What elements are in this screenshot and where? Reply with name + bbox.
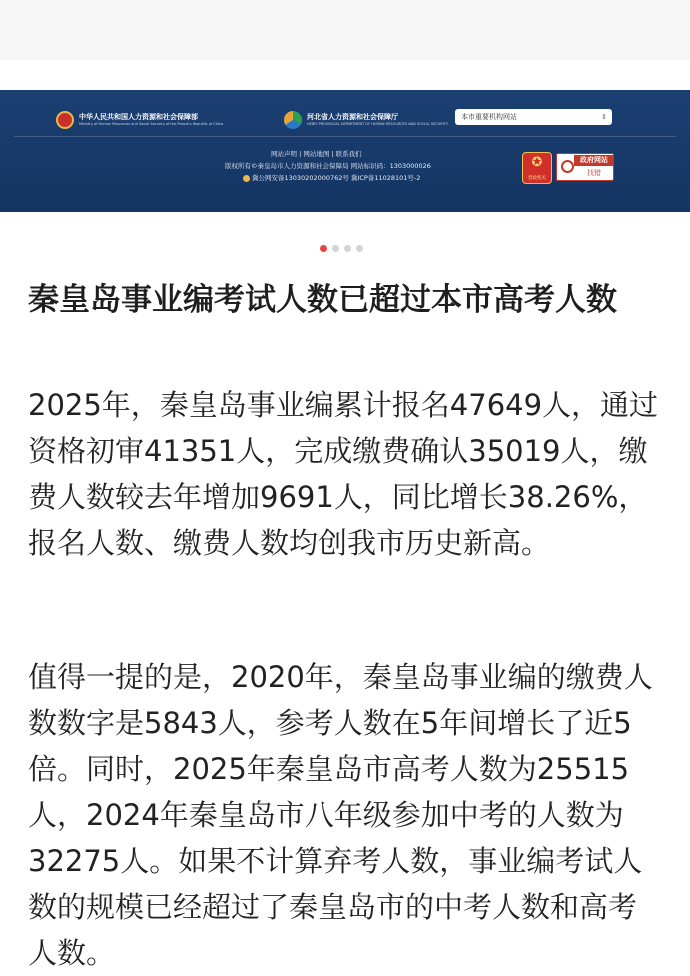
ministry-name: 中华人民共和国人力资源和社会保障部 bbox=[79, 113, 198, 121]
gov-badge-title: 政府网站 bbox=[574, 155, 614, 166]
top-bar bbox=[0, 0, 690, 60]
banner-header bbox=[14, 104, 676, 137]
party-agency-badge bbox=[522, 152, 552, 184]
gov-site-error-badge bbox=[556, 153, 614, 181]
article-paragraph-1: 2025年，秦皇岛事业编累计报名47649人，通过资格初审41351人，完成缴费确认35019人，缴费人数较去年增加9691人，同比增长38.26%，报名人数、缴费人数均创我市历史新高。 bbox=[28, 388, 659, 560]
site-select[interactable] bbox=[455, 109, 612, 125]
site-select-value: 本市重要机构网站 bbox=[461, 113, 517, 121]
footer-links: 网站声明 | 网站地图 | 联系我们 bbox=[271, 150, 362, 158]
gov-badge-sub: 找错 bbox=[587, 169, 601, 177]
carousel-dot[interactable] bbox=[332, 245, 339, 252]
article-title: 秦皇岛事业编考试人数已超过本市高考人数 bbox=[28, 282, 617, 318]
province-department-logo bbox=[284, 110, 448, 130]
carousel-dot[interactable] bbox=[320, 245, 327, 252]
ministry-logo bbox=[56, 110, 223, 130]
national-emblem-icon bbox=[56, 111, 74, 129]
footer-icp bbox=[225, 172, 485, 184]
magnifier-icon bbox=[561, 160, 574, 173]
party-emblem-icon: ✪ bbox=[531, 155, 543, 170]
department-name: 河北省人力资源和社会保障厅 bbox=[307, 113, 398, 121]
article-paragraph-2: 值得一提的是，2020年，秦皇岛事业编的缴费人数数字是5843人，参考人数在5年间增长了近5倍。同时，2025年秦皇岛市高考人数为25515人，2024年秦皇岛市八年级参加中考的人数为32275人。如果不计算弃考人数，事业编考试人数的规模已经超过了秦皇岛市的中考人数和高考人数。 bbox=[28, 660, 653, 970]
police-badge-icon bbox=[243, 175, 250, 182]
chevron-updown-icon: ⇕ bbox=[601, 113, 607, 121]
ministry-name-en: Ministry of Human Resources and Social Security of the People's Republic of China bbox=[79, 122, 224, 126]
carousel-dot[interactable] bbox=[356, 245, 363, 252]
image-banner[interactable] bbox=[0, 90, 690, 212]
footer-icp-text: 冀公网安备13030202000762号 冀ICP备11028101号-2 bbox=[252, 174, 421, 182]
footer-copyright: 版权所有©秦皇岛市人力资源和社会保障局 网站标识码：1303000026 bbox=[225, 162, 431, 170]
footer-info bbox=[225, 148, 485, 184]
carousel-indicator bbox=[320, 245, 363, 252]
department-emblem-icon bbox=[284, 111, 302, 129]
carousel-dot[interactable] bbox=[344, 245, 351, 252]
department-name-en: HEBEI PROVINCIAL DEPARTMENT OF HUMAN RESOURCES AND SOCIAL SECURITY bbox=[307, 122, 448, 126]
party-badge-text: 党政机关 bbox=[528, 176, 546, 181]
